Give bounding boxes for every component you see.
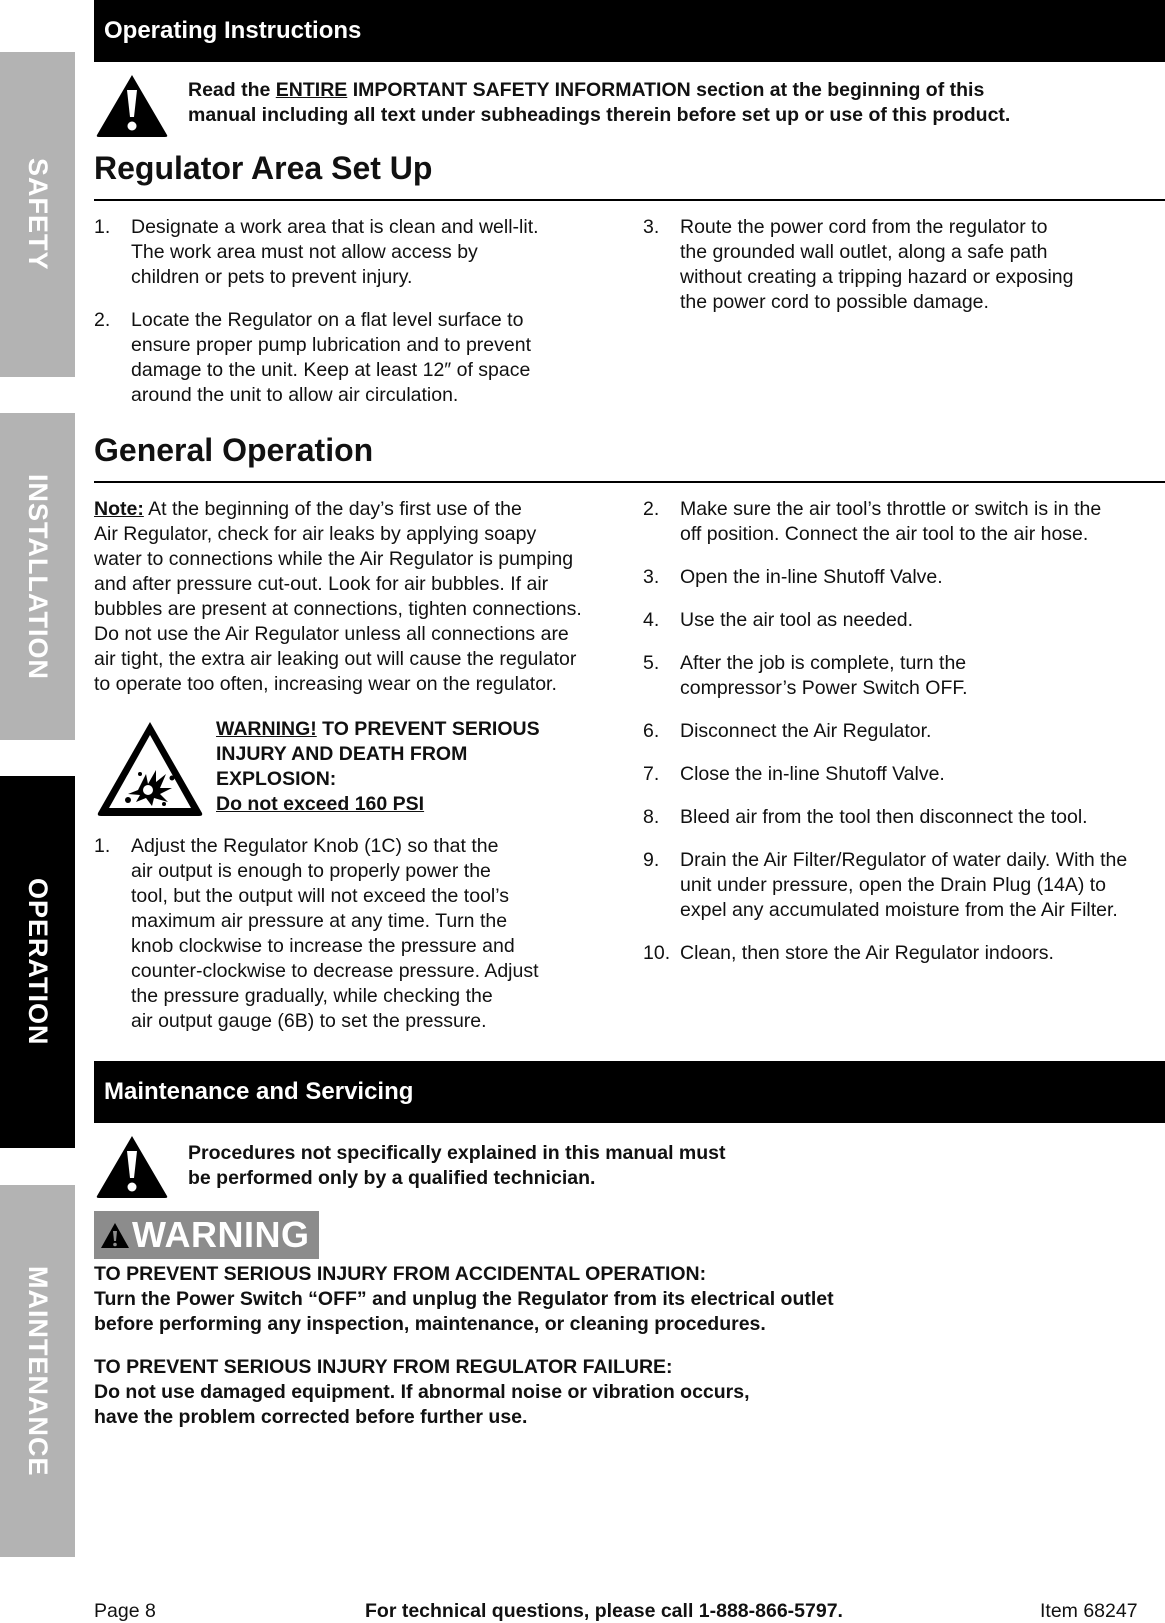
side-tab-label: INSTALLATION: [23, 473, 53, 680]
caution-triangle-icon: [94, 1133, 170, 1199]
notice-line: be performed only by a qualified technician.: [188, 1167, 596, 1189]
item-number: 1.: [94, 216, 111, 238]
maintenance-servicing-bar: [94, 1061, 1165, 1123]
item-text: [131, 308, 614, 408]
item-line: damage to the unit. Keep at least 12″ of space: [131, 359, 531, 381]
general-operation-list-right: [643, 497, 1163, 966]
general-operation-list-left: [94, 834, 614, 1034]
item-line: Close the in-line Shutoff Valve.: [680, 763, 945, 785]
warning-line: have the problem corrected before further use.: [94, 1406, 528, 1428]
item-line: ensure proper pump lubrication and to prevent: [131, 334, 531, 356]
note-line: to operate too often, increasing wear on the regulator.: [94, 673, 557, 695]
item-line: around the unit to allow air circulation.: [131, 384, 459, 406]
item-line: air output is enough to properly power the: [131, 860, 491, 882]
item-line: compressor’s Power Switch OFF.: [680, 677, 968, 699]
item-text: [131, 834, 614, 1034]
item-line: air output gauge (6B) to set the pressure.: [131, 1010, 487, 1032]
item-text: [680, 215, 1153, 315]
item-text: [680, 762, 1163, 787]
item-line: maximum air pressure at any time. Turn the: [131, 910, 508, 932]
section-bar-title: Operating Instructions: [104, 17, 362, 44]
notice-line: [188, 78, 1128, 103]
warning-line: before performing any inspection, maintenance, or cleaning procedures.: [94, 1313, 766, 1335]
warning-line: [216, 717, 606, 742]
item-line: Designate a work area that is clean and well-lit.: [131, 216, 539, 238]
item-number: 9.: [643, 849, 660, 871]
side-tab-maintenance[interactable]: [0, 1185, 75, 1557]
item-number: 1.: [94, 835, 111, 857]
notice-emphasis: ENTIRE: [275, 79, 348, 101]
item-text: [680, 651, 1163, 701]
item-number: 3.: [643, 566, 660, 588]
item-line: children or pets to prevent injury.: [131, 266, 413, 288]
note-line: [94, 497, 634, 522]
item-line: tool, but the output will not exceed the tool’s: [131, 885, 509, 907]
side-tab-safety[interactable]: [0, 52, 75, 377]
regulator-setup-heading: Regulator Area Set Up: [94, 150, 433, 186]
list-item: [94, 308, 614, 408]
note-line: Air Regulator, check for air leaks by applying soapy: [94, 523, 537, 545]
general-operation-heading: General Operation: [94, 432, 374, 468]
item-line: knob clockwise to increase the pressure and: [131, 935, 515, 957]
list-item: [643, 497, 1163, 547]
warning-line: Turn the Power Switch “OFF” and unplug the Regulator from its electrical outlet: [94, 1288, 834, 1310]
item-line: the power cord to possible damage.: [680, 291, 989, 313]
item-line: expel any accumulated moisture from the Air Filter.: [680, 899, 1118, 921]
item-text: [131, 215, 614, 290]
explosion-hazard-icon: [94, 718, 206, 818]
list-item: [643, 941, 1163, 966]
notice-text: IMPORTANT SAFETY INFORMATION section at the beginning of this: [347, 79, 985, 101]
item-line: Bleed air from the tool then disconnect the tool.: [680, 806, 1088, 828]
warning-line: TO PREVENT SERIOUS INJURY FROM REGULATOR FAILURE:: [94, 1356, 673, 1378]
caution-triangle-icon: [94, 72, 170, 138]
note-paragraph: [94, 497, 634, 697]
list-item: [94, 215, 614, 290]
item-number: 2.: [643, 498, 660, 520]
footer-item-number: Item 68247: [1040, 1600, 1138, 1622]
note-line: and after pressure cut-out. Look for air bubbles. If air: [94, 573, 549, 595]
item-text: [680, 805, 1163, 830]
list-item: [643, 805, 1163, 830]
warning-line: EXPLOSION:: [216, 768, 337, 790]
item-number: 2.: [94, 309, 111, 331]
item-line: Disconnect the Air Regulator.: [680, 720, 932, 742]
item-line: The work area must not allow access by: [131, 241, 478, 263]
warning-triangle-icon: [100, 1222, 130, 1249]
item-line: After the job is complete, turn the: [680, 652, 967, 674]
item-line: unit under pressure, open the Drain Plug (14A) to: [680, 874, 1107, 896]
item-line: Open the in-line Shutoff Valve.: [680, 566, 943, 588]
item-number: 4.: [643, 609, 660, 631]
explosion-warning: [216, 717, 606, 817]
item-line: Clean, then store the Air Regulator indoors.: [680, 942, 1054, 964]
warning-label: WARNING!: [216, 718, 317, 740]
operating-instructions-bar: [94, 0, 1165, 62]
regulator-setup-list-right: [643, 215, 1153, 315]
warning-line: Do not exceed 160 PSI: [216, 793, 425, 815]
list-item: [643, 565, 1163, 590]
safety-information-notice: [188, 78, 1128, 128]
item-number: 3.: [643, 216, 660, 238]
footer-page-number: Page 8: [94, 1600, 156, 1622]
warning-line: TO PREVENT SERIOUS INJURY FROM ACCIDENTAL OPERATION:: [94, 1263, 707, 1285]
item-number: 10.: [643, 942, 671, 964]
item-line: the grounded wall outlet, along a safe path: [680, 241, 1048, 263]
item-line: Route the power cord from the regulator to: [680, 216, 1048, 238]
item-line: Locate the Regulator on a flat level surface to: [131, 309, 524, 331]
list-item: [643, 651, 1163, 701]
note-text: At the beginning of the day’s first use of the: [143, 498, 522, 520]
warning-badge-text: WARNING: [132, 1214, 310, 1255]
notice-text: Read the: [188, 79, 276, 101]
list-item: [643, 215, 1153, 315]
item-line: off position. Connect the air tool to the air hose.: [680, 523, 1089, 545]
notice-line: Procedures not specifically explained in this manual must: [188, 1142, 726, 1164]
item-line: counter-clockwise to decrease pressure. Adjust: [131, 960, 539, 982]
note-line: water to connections while the Air Regulator is pumping: [94, 548, 574, 570]
section-bar-title: Maintenance and Servicing: [104, 1078, 414, 1105]
item-line: without creating a tripping hazard or exposing: [680, 266, 1074, 288]
accidental-operation-warning: [94, 1262, 1094, 1337]
note-line: Do not use the Air Regulator unless all connections are: [94, 623, 569, 645]
item-number: 7.: [643, 763, 660, 785]
footer-phone: For technical questions, please call 1-888-866-5797.: [365, 1600, 843, 1622]
warning-badge: [94, 1211, 319, 1259]
item-text: [680, 719, 1163, 744]
side-tab-label: OPERATION: [23, 878, 53, 1046]
side-tab-label: SAFETY: [23, 158, 53, 271]
note-line: air tight, the extra air leaking out will cause the regulator: [94, 648, 577, 670]
regulator-setup-list-left: [94, 215, 614, 408]
item-number: 5.: [643, 652, 660, 674]
list-item: [643, 848, 1163, 923]
technician-notice: [188, 1141, 888, 1191]
item-number: 8.: [643, 806, 660, 828]
list-item: [643, 608, 1163, 633]
item-text: [680, 497, 1163, 547]
item-line: Use the air tool as needed.: [680, 609, 914, 631]
side-tab-installation[interactable]: [0, 413, 75, 740]
side-tab-label: MAINTENANCE: [23, 1265, 53, 1477]
item-number: 6.: [643, 720, 660, 742]
note-label: Note:: [94, 498, 144, 520]
item-text: [680, 565, 1163, 590]
notice-line: manual including all text under subheadings therein before set up or use of this product.: [188, 104, 1011, 126]
warning-line: INJURY AND DEATH FROM: [216, 743, 468, 765]
item-text: [680, 848, 1163, 923]
item-line: Make sure the air tool’s throttle or switch is in the: [680, 498, 1102, 520]
section-rule: [94, 481, 1165, 483]
item-text: [680, 608, 1163, 633]
list-item: [94, 834, 614, 1034]
item-line: Drain the Air Filter/Regulator of water daily. With the: [680, 849, 1128, 871]
list-item: [643, 762, 1163, 787]
note-line: bubbles are present at connections, tighten connections.: [94, 598, 582, 620]
warning-text: TO PREVENT SERIOUS: [316, 718, 540, 740]
item-line: Adjust the Regulator Knob (1C) so that the: [131, 835, 499, 857]
regulator-failure-warning: [94, 1355, 1094, 1430]
item-line: the pressure gradually, while checking the: [131, 985, 493, 1007]
list-item: [643, 719, 1163, 744]
warning-line: Do not use damaged equipment. If abnormal noise or vibration occurs,: [94, 1381, 750, 1403]
item-text: [680, 941, 1163, 966]
side-tab-operation[interactable]: [0, 776, 75, 1148]
section-rule: [94, 199, 1165, 201]
